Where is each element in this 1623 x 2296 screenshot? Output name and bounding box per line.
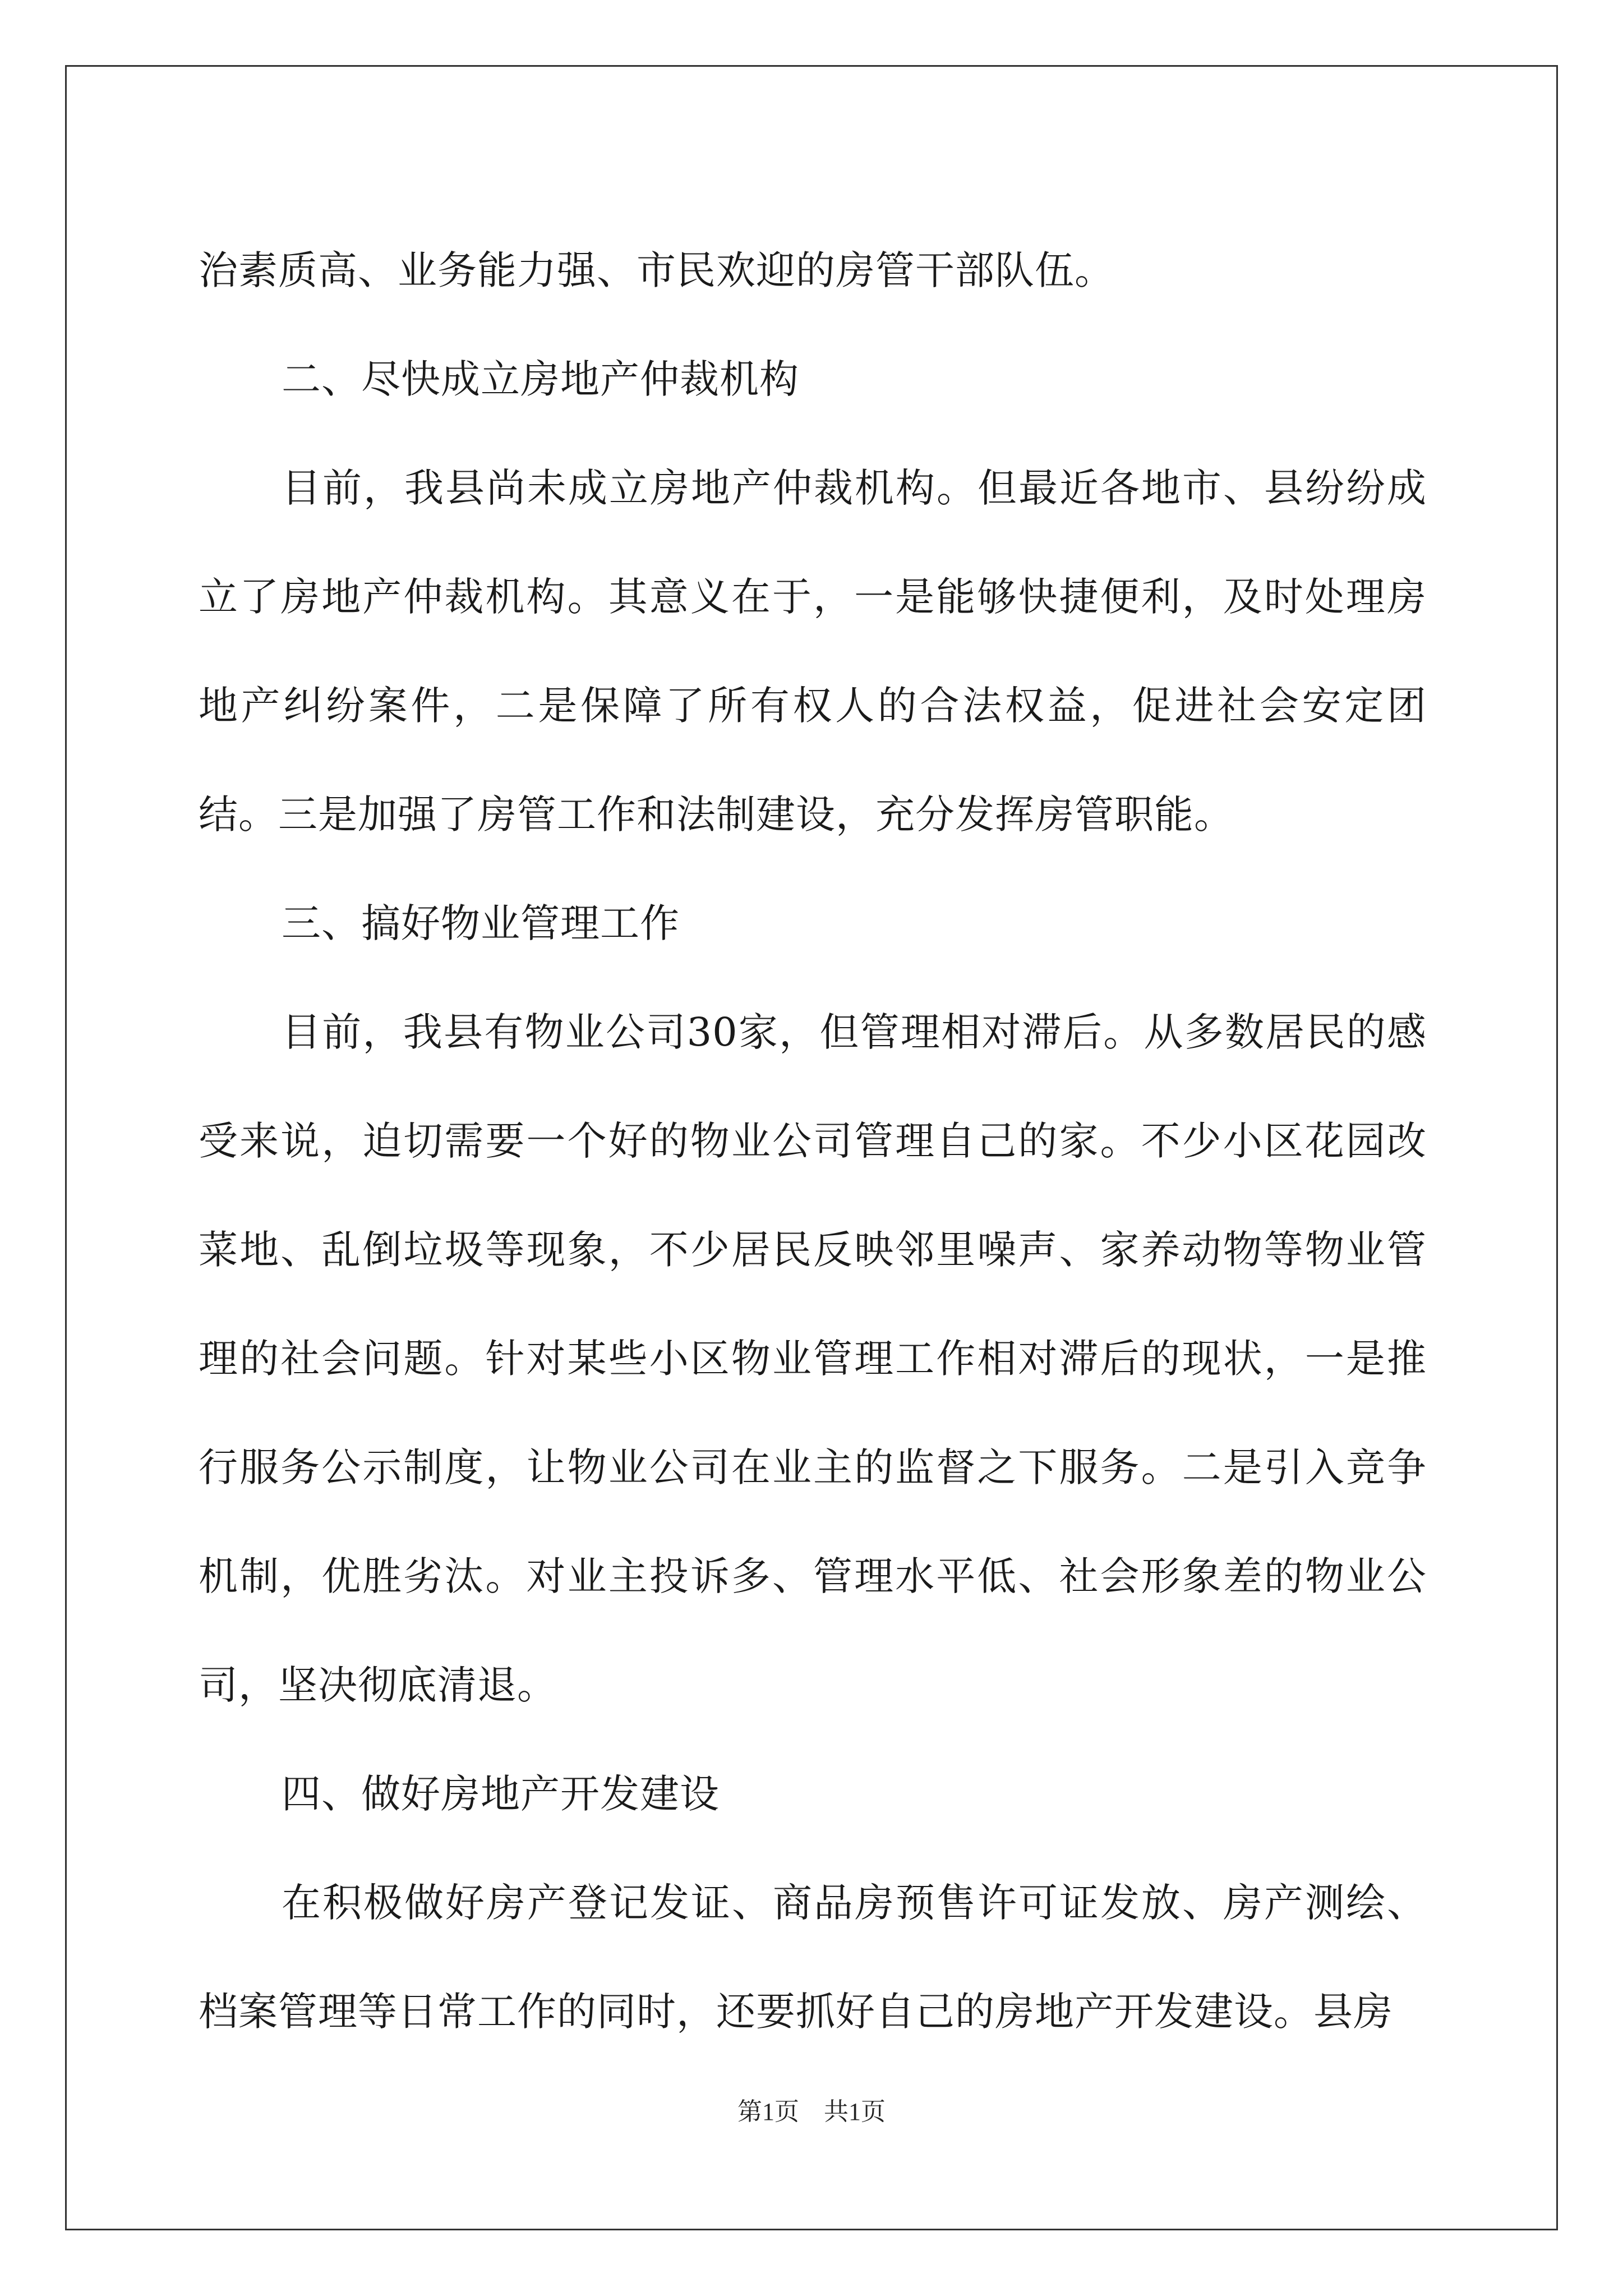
paragraph-4: 在积极做好房产登记发证、商品房预售许可证发放、房产测绘、档案管理等日常工作的同时，还要抓好自己的房地产开发建设。县房 bbox=[199, 1880, 1427, 2035]
page-number-footer: 第1页 共1页 bbox=[737, 2098, 886, 2125]
paragraph-3: 目前，我县有物业公司30家，但管理相对滞后。从多数居民的感受来说，迫切需要一个好的物业公司管理自己的家。不少小区花园改菜地、乱倒垃圾等现象，不少居民反映邻里噪声、家养动物等物业管理的社会问题。针对某些小区物业管理工作相对滞后的现状，一是推行服务公示制度，让物业公司在业主的监督之下服务。二是引入竞争机制，优胜劣汰。对业主投诉多、管理水平低、社会形象差的物业公司，坚决彻底清退。 bbox=[199, 1009, 1427, 1708]
section-heading-2: 二、尽快成立房地产仲裁机构 bbox=[282, 356, 799, 402]
document-body bbox=[199, 216, 1427, 2066]
paragraph-1: 治素质高、业务能力强、市民欢迎的房管干部队伍。 bbox=[199, 247, 1114, 293]
section-heading-3: 三、搞好物业管理工作 bbox=[282, 900, 680, 946]
paragraph-2: 目前，我县尚未成立房地产仲裁机构。但最近各地市、县纷纷成立了房地产仲裁机构。其意义在于，一是能够快捷便利，及时处理房地产纠纷案件，二是保障了所有权人的合法权益，促进社会安定团结。三是加强了房管工作和法制建设，充分发挥房管职能。 bbox=[199, 465, 1427, 838]
section-heading-4: 四、做好房地产开发建设 bbox=[282, 1771, 720, 1817]
